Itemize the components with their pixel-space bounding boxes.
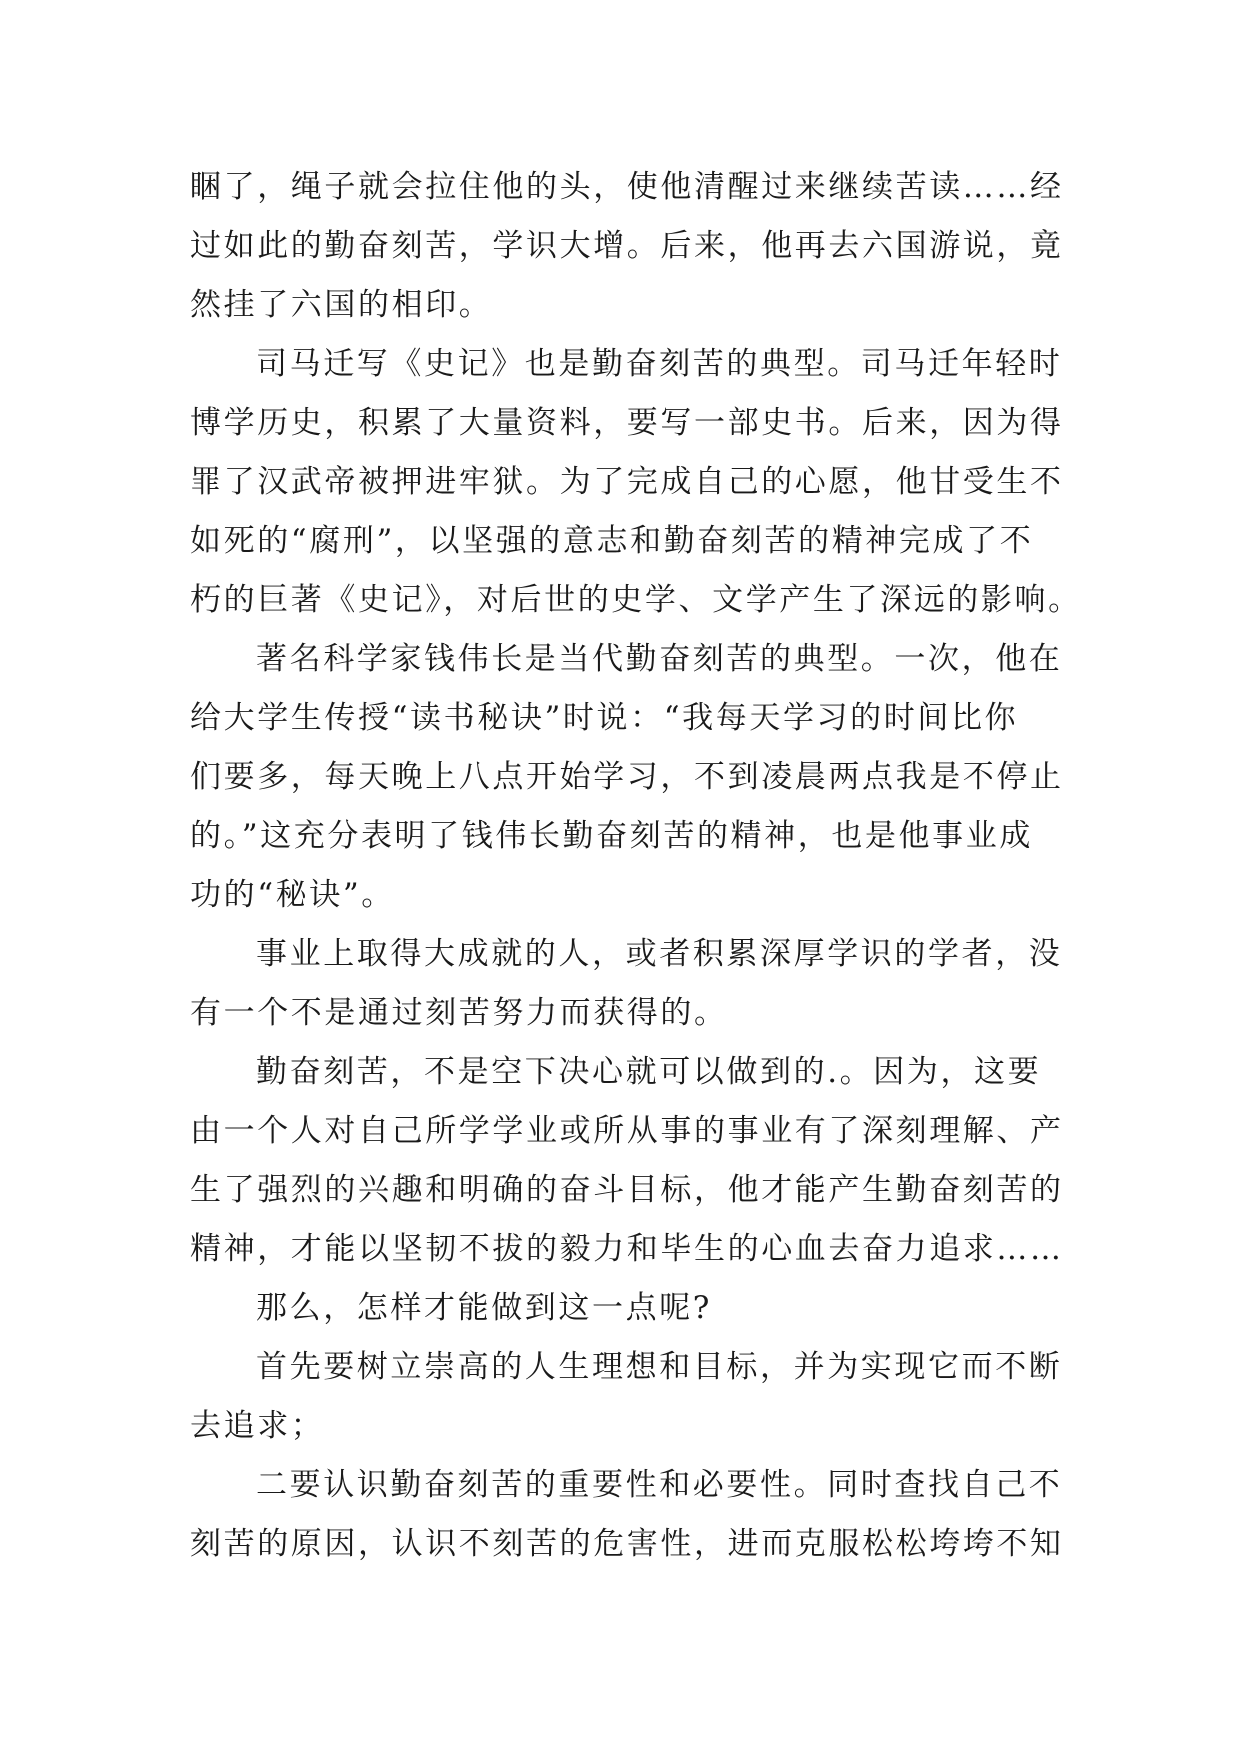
text-line: 生了强烈的兴趣和明确的奋斗目标，他才能产生勤奋刻苦的: [190, 1172, 1064, 1208]
text-line: 事业上取得大成就的人，或者积累深厚学识的学者，没: [256, 936, 1063, 972]
text-line: 博学历史，积累了大量资料，要写一部史书。后来，因为得: [190, 405, 1064, 441]
text-line: 的。”这充分表明了钱伟长勤奋刻苦的精神，也是他事业成: [190, 818, 1033, 854]
text-line: 罪了汉武帝被押进牢狱。为了完成自己的心愿，他甘受生不: [190, 464, 1064, 500]
text-line: 功的“秘诀”。: [190, 877, 395, 913]
text-line: 给大学生传授“读书秘诀”时说：“我每天学习的时间比你: [190, 700, 1019, 736]
text-line: 如死的“腐刑”，以坚强的意志和勤奋刻苦的精神完成了不: [190, 523, 1034, 559]
text-line: 过如此的勤奋刻苦，学识大增。后来，他再去六国游说，竟: [190, 228, 1064, 264]
text-line: 睏了，绳子就会拉住他的头，使他清醒过来继续苦读……经: [190, 169, 1064, 205]
text-line: 著名科学家钱伟长是当代勤奋刻苦的典型。一次，他在: [256, 641, 1063, 677]
text-line: 那么，怎样才能做到这一点呢?: [256, 1290, 713, 1326]
text-line: 司马迁写《史记》也是勤奋刻苦的典型。司马迁年轻时: [256, 346, 1063, 382]
text-line: 刻苦的原因，认识不刻苦的危害性，进而克服松松垮垮不知: [190, 1526, 1064, 1562]
text-line: 二要认识勤奋刻苦的重要性和必要性。同时查找自己不: [256, 1467, 1063, 1503]
text-line: 由一个人对自己所学学业或所从事的事业有了深刻理解、产: [190, 1113, 1064, 1149]
document-body: [190, 158, 1082, 1574]
text-line: 然挂了六国的相印。: [190, 287, 493, 323]
text-line: 朽的巨著《史记》，对后世的史学、文学产生了深远的影响。: [190, 582, 1082, 618]
text-line: 精神，才能以坚韧不拔的毅力和毕生的心血去奋力追求……: [190, 1231, 1064, 1267]
text-line: 首先要树立崇高的人生理想和目标，并为实现它而不断: [256, 1349, 1063, 1385]
text-line: 去追求；: [190, 1408, 325, 1444]
text-line: 勤奋刻苦，不是空下决心就可以做到的.。因为，这要: [256, 1054, 1042, 1090]
text-line: 有一个不是通过刻苦努力而获得的。: [190, 995, 728, 1031]
text-line: 们要多，每天晚上八点开始学习，不到凌晨两点我是不停止: [190, 759, 1064, 795]
